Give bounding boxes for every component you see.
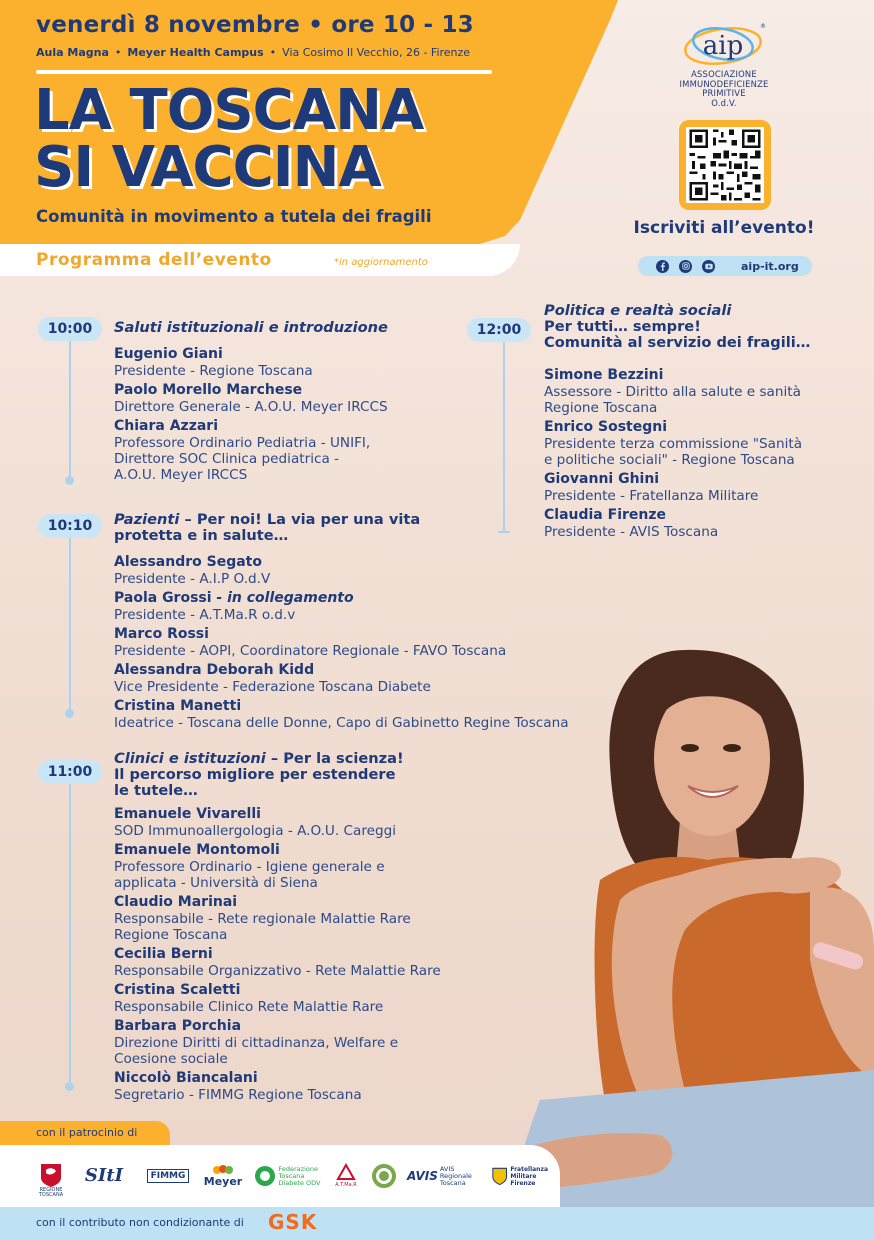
timeline-line-1010 <box>69 537 71 713</box>
speaker-name-text: Eugenio Giani <box>114 346 223 362</box>
speaker-item <box>544 367 854 416</box>
time-badge-1010: 10:10 <box>38 514 102 538</box>
time-badge-1200: 12:00 <box>467 318 531 342</box>
speaker-note: - in collegamento <box>211 590 354 606</box>
org-name-line-4: O.d.V. <box>711 97 737 108</box>
session-title-1100 <box>114 751 414 799</box>
session-title-1100-italic: Clinici e istituzioni <box>114 750 266 767</box>
fratellanza-militare-logo-text: Fratellanza Militare Firenze <box>510 1165 548 1187</box>
speaker-role: Ideatrice - Toscana delle Donne, Capo di Gabinetto Regine Toscana <box>114 715 569 731</box>
title-line-2: SI VACCINA <box>34 135 381 200</box>
venue-campus: Meyer Health Campus <box>127 46 264 59</box>
timeline-dot-1010 <box>65 709 74 718</box>
speaker-name <box>544 419 854 436</box>
svg-text:®: ® <box>760 23 766 30</box>
subtitle: Comunità in movimento a tutela dei fragili <box>36 207 432 226</box>
speaker-name <box>114 1070 494 1087</box>
speaker-item <box>114 590 634 623</box>
speaker-name <box>114 382 434 399</box>
speaker-role: Assessore - Diritto alla salute e sanità Regione Toscana <box>544 384 801 416</box>
register-call-to-action[interactable]: Iscriviti all’evento! <box>633 218 815 238</box>
federazione-toscana-diabete-logo-text: Federazione Toscana Diabete ODV <box>278 1164 321 1187</box>
speaker-role: Responsabile Organizzativo - Rete Malattie Rare <box>114 963 441 979</box>
meyer-logo-text: Meyer <box>203 1175 243 1188</box>
speaker-role: Presidente - AVIS Toscana <box>544 524 719 540</box>
speaker-name-text: Cristina Manetti <box>114 698 242 714</box>
speaker-item <box>114 842 494 891</box>
patron-logos <box>36 1150 556 1202</box>
contribution-label: con il contributo non condizionante di <box>36 1216 244 1229</box>
speaker-role: Presidente - A.T.Ma.R o.d.v <box>114 607 296 623</box>
update-note: *in aggiornamento <box>334 257 428 268</box>
org-name-line-3: PRIMITIVE <box>702 88 746 98</box>
session-title-1010 <box>114 512 444 544</box>
speaker-role: Responsabile - Rete regionale Malattie Rare Regione Toscana <box>114 911 411 943</box>
speaker-item <box>114 982 494 1015</box>
speaker-name <box>114 554 634 571</box>
session-title-1200 <box>544 303 844 351</box>
speaker-name <box>114 346 434 363</box>
atmar-logo-text: A.T.Ma.R <box>335 1182 357 1188</box>
aip-logo <box>678 20 768 68</box>
atmar-logo <box>331 1163 361 1189</box>
time-badge-1000: 10:00 <box>38 317 102 341</box>
speaker-name <box>544 367 854 384</box>
speaker-item <box>544 471 854 504</box>
regione-toscana-logo-text: REGIONE TOSCANA <box>38 1187 64 1198</box>
speaker-role: Presidente - A.I.P O.d.V <box>114 571 271 587</box>
speaker-item <box>114 1070 494 1103</box>
regione-toscana-logo <box>36 1154 66 1198</box>
siti-logo-text: SItI <box>84 1165 124 1186</box>
speaker-name <box>544 471 854 488</box>
speaker-role: Responsabile Clinico Rete Malattie Rare <box>114 999 384 1015</box>
speaker-name-text: Marco Rossi <box>114 626 209 642</box>
meyer-logo <box>203 1164 243 1188</box>
session-title-1010-italic: Pazienti <box>114 511 180 528</box>
speaker-item <box>114 1018 494 1067</box>
speaker-name-text: Cristina Scaletti <box>114 982 241 998</box>
timeline-line-1100 <box>69 784 71 1086</box>
session-title-1200-rest: Per tutti… sempre! Comunità al servizio dei fragili… <box>544 318 811 351</box>
speaker-name <box>114 418 434 435</box>
social-links <box>638 256 812 276</box>
fimmg-logo-text: FIMMG <box>147 1169 190 1183</box>
timeline-dot-1000 <box>65 476 74 485</box>
session-title-1200-italic: Politica e realtà sociali <box>544 302 732 319</box>
gsk-logo: GSK <box>268 1210 318 1234</box>
speaker-name <box>114 982 494 999</box>
federazione-toscana-diabete-logo <box>252 1165 322 1187</box>
speaker-role: Vice Presidente - Federazione Toscana Diabete <box>114 679 431 695</box>
speaker-name-text: Cecilia Berni <box>114 946 213 962</box>
timeline-line-1200 <box>503 342 505 532</box>
avis-logo: AVIS AVIS Regionale Toscana <box>407 1166 483 1187</box>
speaker-item <box>114 554 634 587</box>
org-name-line-1: ASSOCIAZIONE <box>691 69 757 79</box>
speaker-item <box>114 806 494 839</box>
website-link[interactable]: aip-it.org <box>741 259 799 273</box>
speaker-name-text: Paolo Morello Marchese <box>114 382 303 398</box>
speaker-role: Presidente - Regione Toscana <box>114 363 313 379</box>
speaker-item <box>114 894 494 943</box>
time-badge-1100: 11:00 <box>38 760 102 784</box>
speaker-role: SOD Immunoallergologia - A.O.U. Careggi <box>114 823 397 839</box>
speaker-role: Presidente - AOPI, Coordinatore Regionale - FAVO Toscana <box>114 643 507 659</box>
timeline-end-1200 <box>498 531 510 533</box>
speaker-role: Presidente - Fratellanza Militare <box>544 488 759 504</box>
instagram-icon[interactable] <box>679 260 692 273</box>
speaker-name <box>544 507 854 524</box>
session-title-1100-rest: – Per la scienza! Il percorso migliore per estendere le tutele… <box>114 750 404 799</box>
speaker-item <box>114 346 434 379</box>
speaker-name-text: Emanuele Montomoli <box>114 842 280 858</box>
speaker-name-text: Simone Bezzini <box>544 367 664 383</box>
speaker-name-text: Niccolò Biancalani <box>114 1070 258 1086</box>
speaker-role: Direzione Diritti di cittadinanza, Welfare e Coesione sociale <box>114 1035 399 1067</box>
speaker-name <box>114 1018 494 1035</box>
speaker-name-text: Paola Grossi <box>114 590 212 606</box>
fimmg-logo <box>142 1169 194 1183</box>
title-line-1: LA TOSCANA <box>34 78 424 143</box>
org-name-line-2: IMMUNODEFICIENZE <box>679 78 769 89</box>
speaker-name-text: Alessandra Deborah Kidd <box>114 662 315 678</box>
org-name <box>668 70 780 108</box>
speaker-list-1200 <box>544 367 854 543</box>
speaker-name <box>114 894 494 911</box>
speaker-name <box>114 946 494 963</box>
speaker-name-text: Chiara Azzari <box>114 418 218 434</box>
page-title <box>34 78 424 200</box>
avis-logo-text: AVIS Regionale Toscana <box>439 1164 472 1187</box>
speaker-name-text: Claudia Firenze <box>544 507 667 523</box>
fratellanza-militare-logo <box>492 1165 548 1187</box>
speaker-name-text: Alessandro Segato <box>114 554 262 570</box>
speaker-name <box>114 842 494 859</box>
round-seal-logo <box>370 1163 398 1189</box>
speaker-role: Presidente terza commissione "Sanità e politiche sociali" - Regione Toscana <box>544 436 803 468</box>
speaker-name <box>114 590 634 607</box>
speaker-item <box>114 418 434 483</box>
speaker-role: Professore Ordinario - Igiene generale e applicata - Università di Siena <box>114 859 385 891</box>
patronage-label: con il patrocinio di <box>0 1121 170 1145</box>
youtube-icon[interactable] <box>702 260 715 273</box>
speaker-item <box>544 507 854 540</box>
timeline-line-1000 <box>69 341 71 480</box>
speaker-role: Professore Ordinario Pediatria - UNIFI, Direttore SOC Clinica pediatrica - A.O.U. Meyer IRCCS <box>114 435 371 483</box>
speaker-name-text: Claudio Marinai <box>114 894 238 910</box>
speaker-item <box>114 946 494 979</box>
qr-code-icon <box>686 127 764 203</box>
session-title-1010-rest: – Per noi! La via per una vita protetta e in salute… <box>114 511 421 544</box>
speaker-name <box>114 806 494 823</box>
siti-logo <box>75 1166 133 1186</box>
facebook-icon[interactable] <box>656 260 669 273</box>
aip-logo-text: aip <box>702 31 744 61</box>
speaker-item <box>544 419 854 468</box>
event-date: venerdì 8 novembre • ore 10 - 13 <box>36 12 474 38</box>
timeline-dot-1100 <box>65 1082 74 1091</box>
speaker-list-1000 <box>114 346 434 486</box>
venue-address: Via Cosimo Il Vecchio, 26 - Firenze <box>282 46 471 59</box>
speaker-name-text: Barbara Porchia <box>114 1018 242 1034</box>
speaker-name-text: Enrico Sostegni <box>544 419 668 435</box>
speaker-list-1100 <box>114 806 494 1106</box>
session-title-1000 <box>114 320 434 336</box>
speaker-role: Direttore Generale - A.O.U. Meyer IRCCS <box>114 399 388 415</box>
speaker-name-text: Giovanni Ghini <box>544 471 660 487</box>
speaker-name-text: Emanuele Vivarelli <box>114 806 261 822</box>
session-title-1000-italic: Saluti istituzionali e introduzione <box>114 319 388 336</box>
venue-room: Aula Magna <box>36 46 109 59</box>
speaker-role: Segretario - FIMMG Regione Toscana <box>114 1087 362 1103</box>
registration-qr-code[interactable] <box>679 120 771 210</box>
header-divider <box>36 70 492 74</box>
program-label: Programma dell’evento <box>36 250 272 270</box>
speaker-item <box>114 382 434 415</box>
event-venue: Aula Magna • Meyer Health Campus • Via Cosimo Il Vecchio, 26 - Firenze <box>36 46 471 59</box>
